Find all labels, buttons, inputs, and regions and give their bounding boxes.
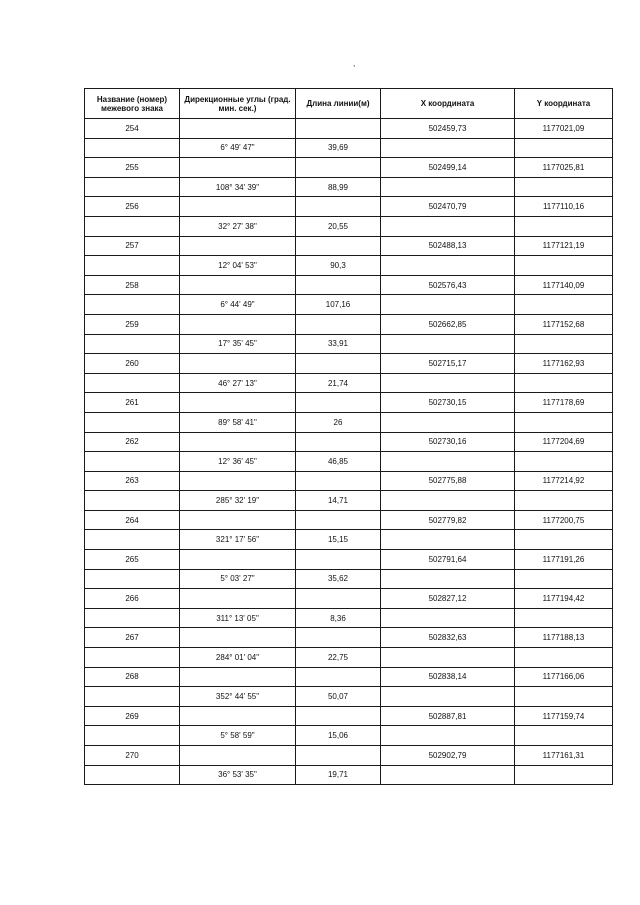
table-row — [85, 393, 613, 413]
line-length-cell: 50,07 — [296, 687, 381, 707]
empty-cell — [180, 589, 296, 609]
empty-cell — [296, 158, 381, 178]
empty-cell — [515, 648, 613, 668]
empty-cell — [381, 216, 515, 236]
empty-cell — [515, 256, 613, 276]
empty-cell — [515, 412, 613, 432]
line-length-cell: 21,74 — [296, 373, 381, 393]
line-length-cell: 33,91 — [296, 334, 381, 354]
empty-cell — [515, 334, 613, 354]
empty-cell — [296, 314, 381, 334]
table-row — [85, 765, 613, 785]
point-name-cell: 256 — [85, 197, 180, 217]
table-row — [85, 412, 613, 432]
empty-cell — [85, 452, 180, 472]
empty-cell — [381, 295, 515, 315]
point-name-cell: 261 — [85, 393, 180, 413]
empty-cell — [85, 216, 180, 236]
point-name-cell: 270 — [85, 746, 180, 766]
empty-cell — [296, 746, 381, 766]
line-length-cell: 88,99 — [296, 177, 381, 197]
empty-cell — [180, 119, 296, 139]
x-coordinate-cell: 502459,73 — [381, 119, 515, 139]
x-coordinate-cell: 502902,79 — [381, 746, 515, 766]
line-length-cell: 39,69 — [296, 138, 381, 158]
table-row — [85, 452, 613, 472]
point-name-cell: 266 — [85, 589, 180, 609]
table-row — [85, 510, 613, 530]
y-coordinate-cell: 1177188,13 — [515, 628, 613, 648]
y-coordinate-cell: 1177021,09 — [515, 119, 613, 139]
empty-cell — [296, 432, 381, 452]
x-coordinate-cell: 502730,16 — [381, 432, 515, 452]
y-coordinate-cell: 1177166,06 — [515, 667, 613, 687]
empty-cell — [381, 138, 515, 158]
y-coordinate-cell: 1177162,93 — [515, 354, 613, 374]
header-y-coordinate: Y координата — [515, 89, 613, 119]
table-row — [85, 471, 613, 491]
empty-cell — [180, 706, 296, 726]
table-row — [85, 726, 613, 746]
y-coordinate-cell: 1177200,75 — [515, 510, 613, 530]
empty-cell — [381, 412, 515, 432]
empty-cell — [180, 667, 296, 687]
boundary-coordinates-table — [84, 88, 613, 785]
table-row — [85, 648, 613, 668]
bearing-angle-cell: 6° 49' 47" — [180, 138, 296, 158]
empty-cell — [381, 334, 515, 354]
empty-cell — [180, 314, 296, 334]
point-name-cell: 264 — [85, 510, 180, 530]
bearing-angle-cell: 321° 17' 56" — [180, 530, 296, 550]
scan-speck: , — [353, 59, 356, 68]
empty-cell — [296, 119, 381, 139]
empty-cell — [85, 608, 180, 628]
bearing-angle-cell: 17° 35' 45" — [180, 334, 296, 354]
empty-cell — [85, 138, 180, 158]
x-coordinate-cell: 502715,17 — [381, 354, 515, 374]
table-row — [85, 236, 613, 256]
empty-cell — [515, 216, 613, 236]
x-coordinate-cell: 502576,43 — [381, 275, 515, 295]
bearing-angle-cell: 32° 27' 38" — [180, 216, 296, 236]
empty-cell — [85, 530, 180, 550]
table-row — [85, 432, 613, 452]
empty-cell — [381, 177, 515, 197]
line-length-cell: 19,71 — [296, 765, 381, 785]
x-coordinate-cell: 502791,64 — [381, 550, 515, 570]
y-coordinate-cell: 1177161,31 — [515, 746, 613, 766]
empty-cell — [381, 452, 515, 472]
empty-cell — [180, 354, 296, 374]
table-row — [85, 628, 613, 648]
point-name-cell: 265 — [85, 550, 180, 570]
point-name-cell: 257 — [85, 236, 180, 256]
empty-cell — [515, 373, 613, 393]
point-name-cell: 263 — [85, 471, 180, 491]
header-x-coordinate: X координата — [381, 89, 515, 119]
bearing-angle-cell: 89° 58' 41" — [180, 412, 296, 432]
line-length-cell: 15,06 — [296, 726, 381, 746]
y-coordinate-cell: 1177204,69 — [515, 432, 613, 452]
point-name-cell: 254 — [85, 119, 180, 139]
line-length-cell: 46,85 — [296, 452, 381, 472]
line-length-cell: 15,15 — [296, 530, 381, 550]
table-row — [85, 354, 613, 374]
empty-cell — [85, 412, 180, 432]
x-coordinate-cell: 502779,82 — [381, 510, 515, 530]
bearing-angle-cell: 46° 27' 13" — [180, 373, 296, 393]
empty-cell — [296, 550, 381, 570]
x-coordinate-cell: 502488,13 — [381, 236, 515, 256]
y-coordinate-cell: 1177159,74 — [515, 706, 613, 726]
table-row — [85, 687, 613, 707]
bearing-angle-cell: 108° 34' 39" — [180, 177, 296, 197]
line-length-cell: 22,75 — [296, 648, 381, 668]
table-row — [85, 550, 613, 570]
line-length-cell: 26 — [296, 412, 381, 432]
bearing-angle-cell: 12° 04' 53" — [180, 256, 296, 276]
table-row — [85, 491, 613, 511]
x-coordinate-cell: 502832,63 — [381, 628, 515, 648]
bearing-angle-cell: 285° 32' 19" — [180, 491, 296, 511]
line-length-cell: 8,36 — [296, 608, 381, 628]
empty-cell — [180, 275, 296, 295]
empty-cell — [296, 589, 381, 609]
empty-cell — [180, 393, 296, 413]
y-coordinate-cell: 1177191,26 — [515, 550, 613, 570]
y-coordinate-cell: 1177110,16 — [515, 197, 613, 217]
empty-cell — [381, 491, 515, 511]
empty-cell — [180, 158, 296, 178]
table-row — [85, 334, 613, 354]
empty-cell — [381, 648, 515, 668]
empty-cell — [85, 373, 180, 393]
empty-cell — [515, 569, 613, 589]
y-coordinate-cell: 1177140,09 — [515, 275, 613, 295]
empty-cell — [296, 393, 381, 413]
table-row — [85, 177, 613, 197]
line-length-cell: 35,62 — [296, 569, 381, 589]
table-row — [85, 569, 613, 589]
x-coordinate-cell: 502838,14 — [381, 667, 515, 687]
empty-cell — [296, 628, 381, 648]
y-coordinate-cell: 1177214,92 — [515, 471, 613, 491]
x-coordinate-cell: 502730,15 — [381, 393, 515, 413]
point-name-cell: 267 — [85, 628, 180, 648]
bearing-angle-cell: 6° 44' 49" — [180, 295, 296, 315]
empty-cell — [85, 569, 180, 589]
table-row — [85, 589, 613, 609]
empty-cell — [85, 256, 180, 276]
x-coordinate-cell: 502499,14 — [381, 158, 515, 178]
point-name-cell: 259 — [85, 314, 180, 334]
empty-cell — [180, 628, 296, 648]
empty-cell — [296, 471, 381, 491]
table-row — [85, 746, 613, 766]
empty-cell — [85, 334, 180, 354]
table-row — [85, 530, 613, 550]
bearing-angle-cell: 284° 01' 04" — [180, 648, 296, 668]
y-coordinate-cell: 1177152,68 — [515, 314, 613, 334]
point-name-cell: 269 — [85, 706, 180, 726]
table-row — [85, 158, 613, 178]
empty-cell — [515, 138, 613, 158]
empty-cell — [381, 687, 515, 707]
line-length-cell: 20,55 — [296, 216, 381, 236]
empty-cell — [180, 236, 296, 256]
empty-cell — [515, 687, 613, 707]
empty-cell — [515, 765, 613, 785]
point-name-cell: 260 — [85, 354, 180, 374]
empty-cell — [381, 256, 515, 276]
header-point-name: Название (номер) межевого знака — [85, 89, 180, 119]
empty-cell — [515, 295, 613, 315]
empty-cell — [85, 726, 180, 746]
line-length-cell: 107,16 — [296, 295, 381, 315]
bearing-angle-cell: 311° 13' 05" — [180, 608, 296, 628]
table-row — [85, 138, 613, 158]
table-row — [85, 275, 613, 295]
point-name-cell: 268 — [85, 667, 180, 687]
empty-cell — [515, 452, 613, 472]
bearing-angle-cell: 36° 53' 35" — [180, 765, 296, 785]
y-coordinate-cell: 1177194,42 — [515, 589, 613, 609]
empty-cell — [180, 471, 296, 491]
empty-cell — [515, 491, 613, 511]
bearing-angle-cell: 12° 36' 45" — [180, 452, 296, 472]
empty-cell — [296, 236, 381, 256]
empty-cell — [85, 295, 180, 315]
table-row — [85, 295, 613, 315]
bearing-angle-cell: 5° 58' 59" — [180, 726, 296, 746]
empty-cell — [85, 491, 180, 511]
empty-cell — [296, 197, 381, 217]
empty-cell — [515, 608, 613, 628]
empty-cell — [180, 746, 296, 766]
empty-cell — [296, 275, 381, 295]
table-row — [85, 667, 613, 687]
empty-cell — [381, 608, 515, 628]
table-row — [85, 314, 613, 334]
table-row — [85, 216, 613, 236]
empty-cell — [381, 569, 515, 589]
empty-cell — [85, 687, 180, 707]
empty-cell — [85, 648, 180, 668]
header-bearing-angle: Дирекционные углы (град. мин. сек.) — [180, 89, 296, 119]
empty-cell — [85, 765, 180, 785]
point-name-cell: 258 — [85, 275, 180, 295]
x-coordinate-cell: 502775,88 — [381, 471, 515, 491]
x-coordinate-cell: 502470,79 — [381, 197, 515, 217]
line-length-cell: 14,71 — [296, 491, 381, 511]
empty-cell — [180, 197, 296, 217]
empty-cell — [296, 706, 381, 726]
empty-cell — [296, 667, 381, 687]
empty-cell — [381, 530, 515, 550]
empty-cell — [296, 510, 381, 530]
y-coordinate-cell: 1177025,81 — [515, 158, 613, 178]
x-coordinate-cell: 502887,81 — [381, 706, 515, 726]
table-row — [85, 706, 613, 726]
empty-cell — [180, 510, 296, 530]
table-row — [85, 608, 613, 628]
empty-cell — [381, 373, 515, 393]
empty-cell — [180, 550, 296, 570]
empty-cell — [381, 726, 515, 746]
empty-cell — [515, 530, 613, 550]
line-length-cell: 90,3 — [296, 256, 381, 276]
empty-cell — [381, 765, 515, 785]
empty-cell — [515, 726, 613, 746]
bearing-angle-cell: 5° 03' 27" — [180, 569, 296, 589]
table-row — [85, 197, 613, 217]
x-coordinate-cell: 502662,85 — [381, 314, 515, 334]
table-header-row — [85, 89, 613, 119]
table-row — [85, 373, 613, 393]
y-coordinate-cell: 1177121,19 — [515, 236, 613, 256]
empty-cell — [296, 354, 381, 374]
y-coordinate-cell: 1177178,69 — [515, 393, 613, 413]
header-line-length: Длина линии(м) — [296, 89, 381, 119]
bearing-angle-cell: 352° 44' 55" — [180, 687, 296, 707]
empty-cell — [515, 177, 613, 197]
empty-cell — [180, 432, 296, 452]
point-name-cell: 255 — [85, 158, 180, 178]
table-row — [85, 119, 613, 139]
empty-cell — [85, 177, 180, 197]
x-coordinate-cell: 502827,12 — [381, 589, 515, 609]
point-name-cell: 262 — [85, 432, 180, 452]
table-row — [85, 256, 613, 276]
